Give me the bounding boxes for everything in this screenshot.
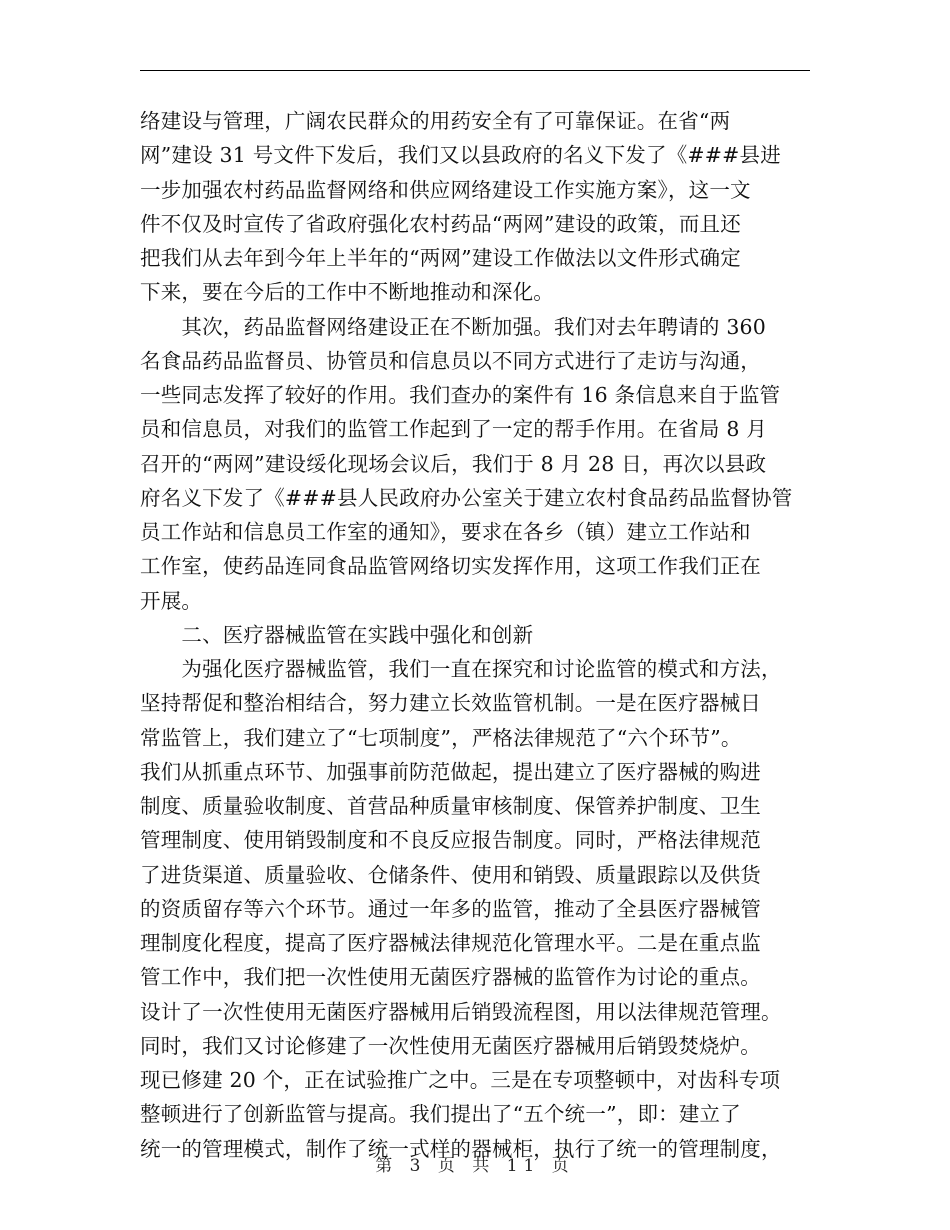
text-line: 统一的管理模式，制作了统一式样的器械柜，执行了统一的管理制度， bbox=[140, 1136, 782, 1161]
text-line: 整顿进行了创新监管与提高。我们提出了“五个统一”，即：建立了 bbox=[140, 1102, 741, 1127]
text-line: 为强化医疗器械监管，我们一直在探究和讨论监管的模式和方法， bbox=[140, 657, 782, 681]
section-heading: 二、医疗器械监管在实践中强化和创新 bbox=[140, 622, 534, 647]
text-line: 坚持帮促和整治相结合，努力建立长效监管机制。一是在医疗器械日 bbox=[140, 691, 761, 716]
text-line: 把我们从去年到今年上半年的“两网”建设工作做法以文件形式确定 bbox=[140, 246, 741, 270]
text-line: 管理制度、使用销毁制度和不良反应报告制度。同时，严格法律规范 bbox=[140, 828, 761, 853]
text-line: 府名义下发了《###县人民政府办公室关于建立农村食品药品监督协管 bbox=[140, 485, 793, 510]
text-line: 管工作中，我们把一次性使用无菌医疗器械的监管作为讨论的重点。 bbox=[140, 965, 761, 990]
text-line: 了进货渠道、质量验收、仓储条件、使用和销毁、质量跟踪以及供货 bbox=[140, 862, 761, 887]
text-line: 员工作站和信息员工作室的通知》，要求在各乡（镇）建立工作站和 bbox=[140, 520, 751, 544]
text-line: 员和信息员，对我们的监管工作起到了一定的帮手作用。在省局 8 月 bbox=[140, 417, 767, 442]
text-line: 络建设与管理，广阔农民群众的用药安全有了可靠保证。在省“两 bbox=[140, 109, 731, 133]
text-line: 设计了一次性使用无菌医疗器械用后销毁流程图，用以法律规范管理。 bbox=[140, 999, 782, 1024]
text-line: 其次，药品监督网络建设正在不断加强。我们对去年聘请的 360 bbox=[140, 314, 767, 339]
text-line: 网”建设 31 号文件下发后，我们又以县政府的名义下发了《###县进 bbox=[140, 143, 781, 168]
text-line: 一些同志发挥了较好的作用。我们查办的案件有 16 条信息来自于监管 bbox=[140, 383, 781, 407]
text-line: 的资质留存等六个环节。通过一年多的监管，推动了全县医疗器械管 bbox=[140, 896, 761, 921]
text-line: 名食品药品监督员、协管员和信息员以不同方式进行了走访与沟通， bbox=[140, 348, 761, 373]
text-line: 同时，我们又讨论修建了一次性使用无菌医疗器械用后销毁焚烧炉。 bbox=[140, 1033, 761, 1058]
text-line: 下来，要在今后的工作中不断地推动和深化。 bbox=[140, 280, 554, 305]
text-line: 我们从抓重点环节、加强事前防范做起，提出建立了医疗器械的购进 bbox=[140, 759, 761, 784]
body-text bbox=[140, 104, 820, 1166]
text-line: 常监管上，我们建立了“七项制度”，严格法律规范了“六个环节”。 bbox=[140, 725, 742, 750]
text-line: 工作室，使药品连同食品监管网络切实发挥作用，这项工作我们正在 bbox=[140, 554, 761, 579]
header-rule bbox=[140, 70, 810, 71]
text-line: 开展。 bbox=[140, 588, 203, 613]
page-number-footer: 第 3 页 共 11 页 bbox=[375, 1156, 575, 1176]
text-line: 现已修建 20 个，正在试验推广之中。三是在专项整顿中，对齿科专项 bbox=[140, 1068, 781, 1092]
text-line: 件不仅及时宣传了省政府强化农村药品“两网”建设的政策，而且还 bbox=[140, 211, 741, 236]
text-line: 一步加强农村药品监督网络和供应网络建设工作实施方案》，这一文 bbox=[140, 177, 751, 202]
text-line: 理制度化程度，提高了医疗器械法律规范化管理水平。二是在重点监 bbox=[140, 931, 761, 955]
text-line: 制度、质量验收制度、首营品种质量审核制度、保管养护制度、卫生 bbox=[140, 794, 761, 818]
text-line: 召开的“两网”建设绥化现场会议后，我们于 8 月 28 日，再次以县政 bbox=[140, 451, 767, 476]
